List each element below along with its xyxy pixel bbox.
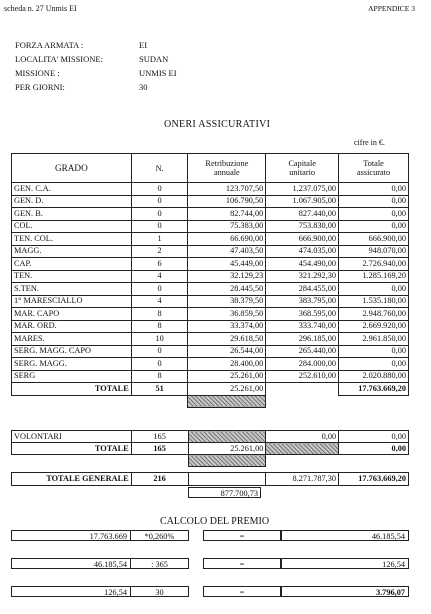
capitale-cell: 827.440,00 bbox=[266, 208, 339, 221]
retribuzione-cell: 32.129,23 bbox=[188, 270, 266, 283]
n-cell: 8 bbox=[131, 370, 188, 383]
mission-info bbox=[15, 38, 177, 94]
grado-cell: S.TEN. bbox=[12, 283, 132, 296]
table-row bbox=[12, 208, 409, 221]
totale-retr: 25.261,00 bbox=[188, 383, 266, 396]
meta-value: UNMIS EI bbox=[139, 68, 177, 78]
totale-cell: 2.961.850,00 bbox=[339, 333, 409, 346]
n-cell: 8 bbox=[131, 320, 188, 333]
insurance-table bbox=[11, 153, 409, 408]
totale-generale-table bbox=[11, 472, 409, 486]
volontari-n: 165 bbox=[131, 431, 188, 443]
capitale-cell: 252.610,00 bbox=[266, 370, 339, 383]
hatched-cell bbox=[188, 431, 266, 443]
totale2-row bbox=[12, 443, 409, 455]
table-row bbox=[12, 183, 409, 196]
retribuzione-cell: 29.618,50 bbox=[188, 333, 266, 346]
meta-value: 30 bbox=[139, 82, 148, 92]
totale-row bbox=[12, 383, 409, 396]
grado-cell: TEN. bbox=[12, 270, 132, 283]
meta-value: SUDAN bbox=[139, 54, 169, 64]
calc-result: 3.796,07 bbox=[281, 586, 409, 597]
table-row bbox=[12, 283, 409, 296]
volontari-cap: 0,00 bbox=[266, 431, 339, 443]
retribuzione-cell: 26.544,00 bbox=[188, 345, 266, 358]
meta-row bbox=[15, 80, 177, 94]
retribuzione-cell: 82.744,00 bbox=[188, 208, 266, 221]
totale-cell: 2.020.880,00 bbox=[339, 370, 409, 383]
table-row bbox=[12, 370, 409, 383]
table-row bbox=[12, 333, 409, 346]
volontari-table bbox=[11, 430, 409, 467]
totale-cell: 2.726.940,00 bbox=[339, 258, 409, 271]
totale-generale-label: TOTALE GENERALE bbox=[12, 473, 132, 486]
totale-cell: 666.900,00 bbox=[339, 233, 409, 246]
hatched-cell bbox=[188, 395, 266, 407]
retribuzione-cell: 36.859,50 bbox=[188, 308, 266, 321]
retribuzione-cell: 123.707,50 bbox=[188, 183, 266, 196]
meta-key: FORZA ARMATA : bbox=[15, 40, 84, 50]
totale-cell: 948.070,00 bbox=[339, 245, 409, 258]
grado-cell: MARES. bbox=[12, 333, 132, 346]
meta-row bbox=[15, 52, 177, 66]
section-title: ONERI ASSICURATIVI bbox=[164, 119, 271, 130]
grado-cell: CAP. bbox=[12, 258, 132, 271]
totale-cell: 0,00 bbox=[339, 208, 409, 221]
capitale-cell: 474.035,00 bbox=[266, 245, 339, 258]
calc-result: 126,54 bbox=[281, 558, 409, 569]
n-cell: 6 bbox=[131, 258, 188, 271]
table-row bbox=[12, 308, 409, 321]
totale-generale-cap: 8.271.787,30 bbox=[266, 473, 339, 486]
totale-cell: 0,00 bbox=[339, 220, 409, 233]
totale-cell: 1.285.169,20 bbox=[339, 270, 409, 283]
totale-generale-n: 216 bbox=[131, 473, 188, 486]
grado-cell: MAGG. bbox=[12, 245, 132, 258]
meta-value: EI bbox=[139, 40, 148, 50]
n-cell: 1 bbox=[131, 233, 188, 246]
n-cell: 0 bbox=[131, 345, 188, 358]
capitale-cell: 333.740,00 bbox=[266, 320, 339, 333]
capitale-cell: 368.595,00 bbox=[266, 308, 339, 321]
calc-operand: 17.763.669 bbox=[11, 530, 131, 541]
calc-row bbox=[11, 530, 409, 541]
calc-operator: : 365 bbox=[131, 558, 189, 569]
col-capitale: Capitale unitario bbox=[266, 154, 339, 183]
totale-cell: 0,00 bbox=[339, 345, 409, 358]
totale-generale-row bbox=[12, 473, 409, 486]
grado-cell: SERG. MAGG. bbox=[12, 358, 132, 371]
totale-cell: 0,00 bbox=[339, 183, 409, 196]
grado-cell: MAR. CAPO bbox=[12, 308, 132, 321]
table-row bbox=[12, 345, 409, 358]
capitale-cell: 454.490,00 bbox=[266, 258, 339, 271]
grado-cell: MAR. ORD. bbox=[12, 320, 132, 333]
totale2-retr: 25.261,00 bbox=[188, 443, 266, 455]
table-row bbox=[12, 270, 409, 283]
grado-cell: GEN. D. bbox=[12, 195, 132, 208]
table-row bbox=[12, 233, 409, 246]
retribuzione-cell: 28.400,00 bbox=[188, 358, 266, 371]
n-cell: 8 bbox=[131, 308, 188, 321]
retribuzione-cell: 106.790,50 bbox=[188, 195, 266, 208]
meta-key: LOCALITA' MISSIONE: bbox=[15, 54, 103, 64]
table-row bbox=[12, 220, 409, 233]
totale-cell: 2.669.920,00 bbox=[339, 320, 409, 333]
appendix-label: APPENDICE 3 bbox=[368, 4, 415, 13]
meta-row bbox=[15, 66, 177, 80]
retribuzione-cell: 33.374,00 bbox=[188, 320, 266, 333]
hatched-cell bbox=[266, 443, 339, 455]
totale2-label: TOTALE bbox=[12, 443, 132, 455]
col-n: N. bbox=[131, 154, 188, 183]
calc-operator: 30 bbox=[131, 586, 189, 597]
n-cell: 0 bbox=[131, 283, 188, 296]
calc-result: 46.185,54 bbox=[281, 530, 409, 541]
grado-cell: 1° MARESCIALLO bbox=[12, 295, 132, 308]
meta-key: MISSIONE : bbox=[15, 68, 60, 78]
retribuzione-cell: 45.449,00 bbox=[188, 258, 266, 271]
table-row bbox=[12, 258, 409, 271]
meta-row bbox=[15, 38, 177, 52]
calc-equals: = bbox=[203, 586, 281, 597]
grado-cell: COL. bbox=[12, 220, 132, 233]
totale-label: TOTALE bbox=[12, 383, 132, 396]
capitale-cell: 753.830,00 bbox=[266, 220, 339, 233]
col-totale: Totale assicurato bbox=[339, 154, 409, 183]
col-grado: GRADO bbox=[12, 154, 132, 183]
n-cell: 10 bbox=[131, 333, 188, 346]
n-cell: 4 bbox=[131, 295, 188, 308]
totale-cell: 2.948.760,00 bbox=[339, 308, 409, 321]
table-row bbox=[12, 358, 409, 371]
grado-cell: GEN. C.A. bbox=[12, 183, 132, 196]
totale-n: 51 bbox=[131, 383, 188, 396]
hatched-cell bbox=[188, 455, 266, 467]
volontari-label: VOLONTARI bbox=[12, 431, 132, 443]
capitale-cell: 284.000,00 bbox=[266, 358, 339, 371]
n-cell: 4 bbox=[131, 270, 188, 283]
hatch-row bbox=[12, 455, 409, 467]
retribuzione-cell: 66.690,00 bbox=[188, 233, 266, 246]
retribuzione-cell: 28.445,50 bbox=[188, 283, 266, 296]
table-row bbox=[12, 320, 409, 333]
grado-cell: TEN. COL. bbox=[12, 233, 132, 246]
retribuzione-cell: 47.403,50 bbox=[188, 245, 266, 258]
calc-title: CALCOLO DEL PREMIO bbox=[160, 516, 270, 527]
calc-operator: *0,260% bbox=[131, 530, 189, 541]
totale2-tot: 0,00 bbox=[339, 443, 409, 455]
table-header bbox=[12, 154, 409, 183]
grado-cell: SERG. MAGG. CAPO bbox=[12, 345, 132, 358]
n-cell: 2 bbox=[131, 245, 188, 258]
retribuzione-cell: 38.379,50 bbox=[188, 295, 266, 308]
empty-cell bbox=[266, 383, 339, 396]
meta-key: PER GIORNI: bbox=[15, 82, 65, 92]
volontari-row bbox=[12, 431, 409, 443]
volontari-tot: 0,00 bbox=[339, 431, 409, 443]
table-row bbox=[12, 295, 409, 308]
calc-operand: 126,54 bbox=[11, 586, 131, 597]
n-cell: 0 bbox=[131, 183, 188, 196]
totale2-n: 165 bbox=[131, 443, 188, 455]
totale-generale-tot: 17.763.669,20 bbox=[339, 473, 409, 486]
hatch-row bbox=[12, 395, 409, 407]
grado-cell: GEN. B. bbox=[12, 208, 132, 221]
grado-cell: SERG bbox=[12, 370, 132, 383]
capitale-cell: 284.455,00 bbox=[266, 283, 339, 296]
retribuzione-cell: 75.383,00 bbox=[188, 220, 266, 233]
totale-tot: 17.763.669,20 bbox=[339, 383, 409, 396]
totale-generale-below: 877.700,73 bbox=[188, 487, 261, 498]
n-cell: 0 bbox=[131, 208, 188, 221]
totale-cell: 1.535.180,00 bbox=[339, 295, 409, 308]
n-cell: 0 bbox=[131, 220, 188, 233]
calc-row bbox=[11, 586, 409, 597]
capitale-cell: 383.795,00 bbox=[266, 295, 339, 308]
n-cell: 0 bbox=[131, 358, 188, 371]
table-row bbox=[12, 195, 409, 208]
capitale-cell: 666.900,00 bbox=[266, 233, 339, 246]
document-reference: scheda n. 27 Unmis EI bbox=[4, 4, 77, 13]
unit-note: cifre in €. bbox=[354, 138, 385, 147]
empty-cell bbox=[188, 473, 266, 486]
capitale-cell: 296.185,00 bbox=[266, 333, 339, 346]
calc-equals: = bbox=[203, 530, 281, 541]
retribuzione-cell: 25.261,00 bbox=[188, 370, 266, 383]
capitale-cell: 1.237.075,00 bbox=[266, 183, 339, 196]
col-retribuzione: Retribuzione annuale bbox=[188, 154, 266, 183]
calc-equals: = bbox=[203, 558, 281, 569]
capitale-cell: 1.067.905,00 bbox=[266, 195, 339, 208]
totale-cell: 0,00 bbox=[339, 283, 409, 296]
calc-operand: 46.185,54 bbox=[11, 558, 131, 569]
calc-row bbox=[11, 558, 409, 569]
totale-cell: 0,00 bbox=[339, 358, 409, 371]
capitale-cell: 265.440,00 bbox=[266, 345, 339, 358]
totale-cell: 0,00 bbox=[339, 195, 409, 208]
table-row bbox=[12, 245, 409, 258]
n-cell: 0 bbox=[131, 195, 188, 208]
capitale-cell: 321.292,30 bbox=[266, 270, 339, 283]
